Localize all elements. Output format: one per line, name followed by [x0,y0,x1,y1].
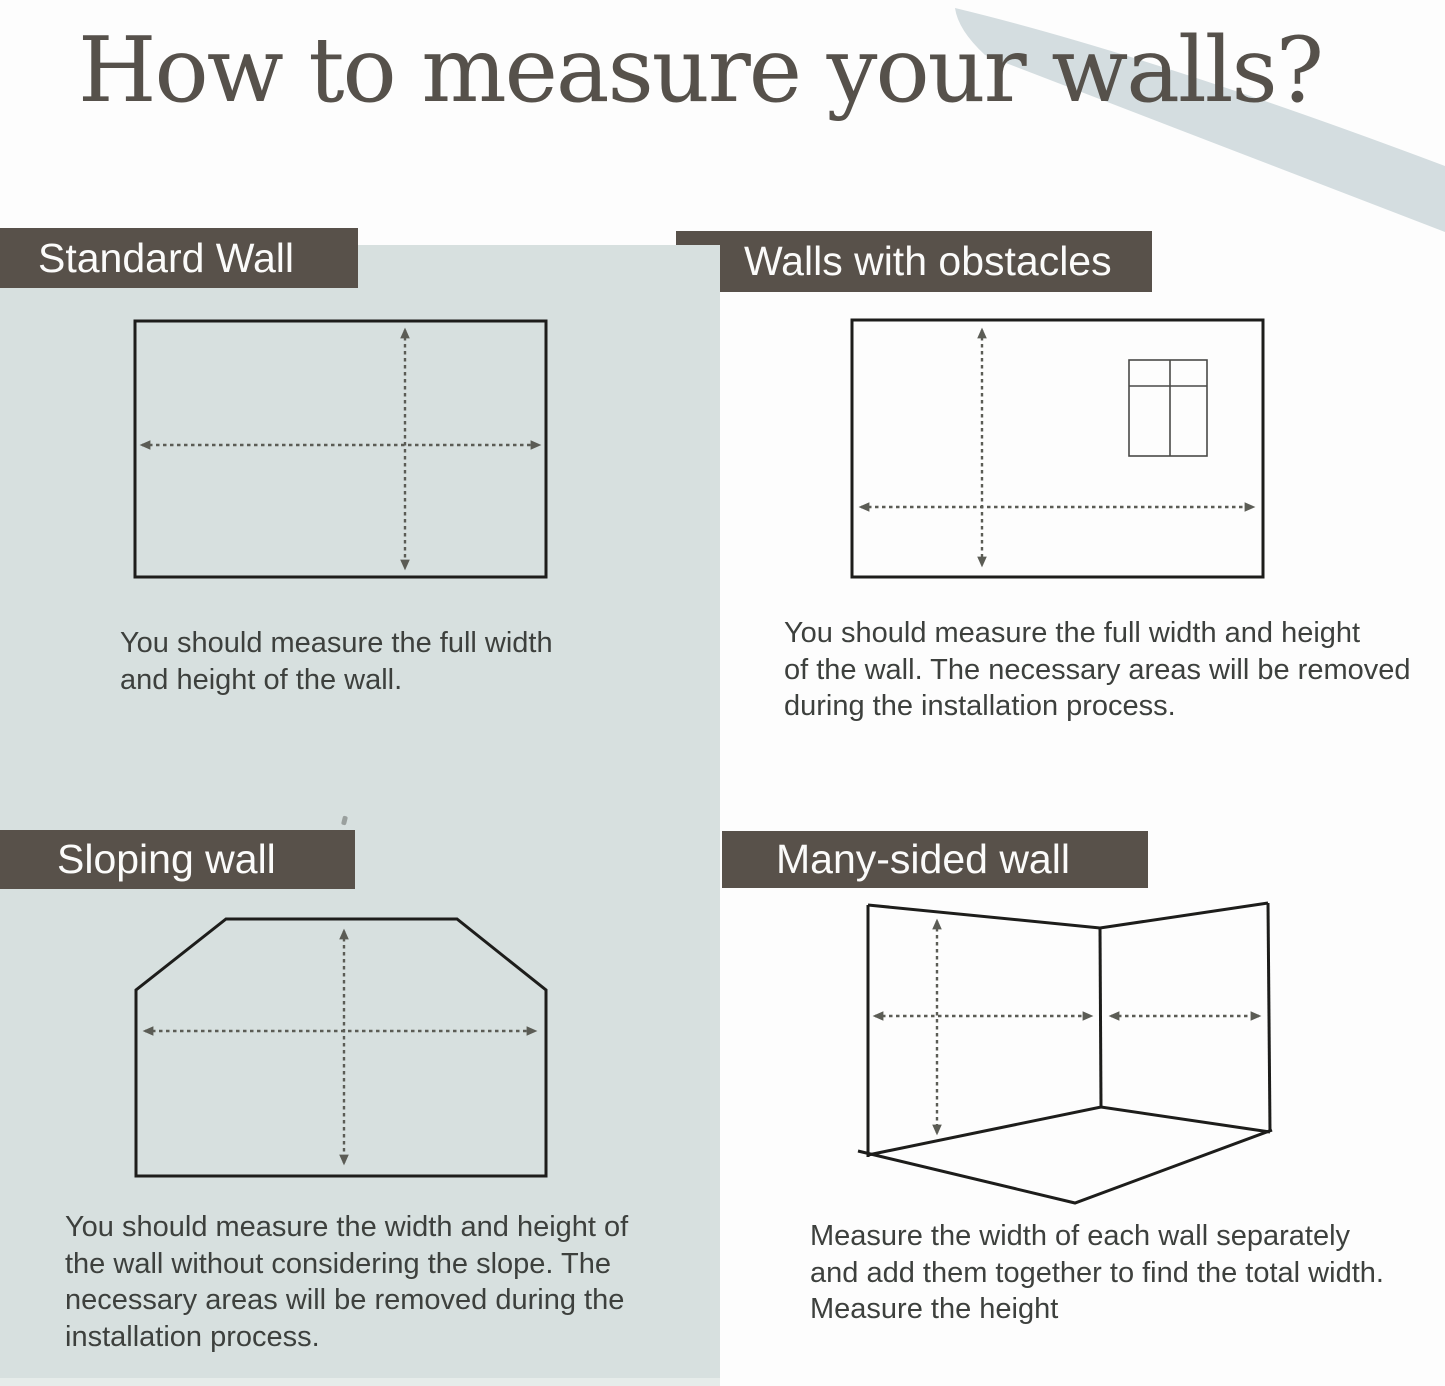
caption-line: the wall without considering the slope. The [65,1247,611,1280]
walls-top-edges [868,903,1268,928]
floor-front-edges [858,1130,1272,1203]
page-title: How to measure your walls? [78,18,1322,123]
walls-with-obstacles-caption [784,615,1411,725]
section-header-label: Many-sided wall [776,836,1070,882]
section-header-label: Sloping wall [57,836,276,882]
wall-outline [852,320,1263,577]
window-frame [1129,360,1207,456]
window-obstacle [1129,360,1207,456]
sloping-wall-caption [65,1209,628,1355]
corner-edge [1100,928,1101,1107]
caption-line: Measure the height [810,1293,1059,1325]
caption-line: You should measure the full width and height [784,617,1361,649]
caption-line: You should measure the full width [120,627,553,659]
walls-with-obstacles-diagram [852,320,1263,577]
section-header-label: Walls with obstacles [744,238,1112,284]
right-wall-outer-edge [1268,903,1270,1132]
caption-line: Measure the width of each wall separately [810,1220,1351,1252]
standard-wall-caption [120,625,553,698]
many-sided-wall-caption [810,1218,1384,1328]
caption-line: during the installation process. [784,690,1176,722]
sloping-wall-diagram [136,919,546,1176]
caption-line: installation process. [65,1320,320,1353]
wall-outline [135,321,546,577]
caption-line: and add them together to find the total width. [810,1256,1384,1289]
many-sided-wall-diagram [858,903,1272,1203]
caption-line: and height of the wall. [120,663,403,696]
wall-outline [136,919,546,1176]
caption-line: of the wall. The necessary areas will be removed [784,653,1411,686]
standard-wall-diagram [135,321,546,577]
caption-line: necessary areas will be removed during the [65,1284,625,1316]
section-header-label: Standard Wall [38,235,294,281]
caption-line: You should measure the width and height of [65,1211,629,1243]
walls-bottom-edges [868,1107,1270,1155]
